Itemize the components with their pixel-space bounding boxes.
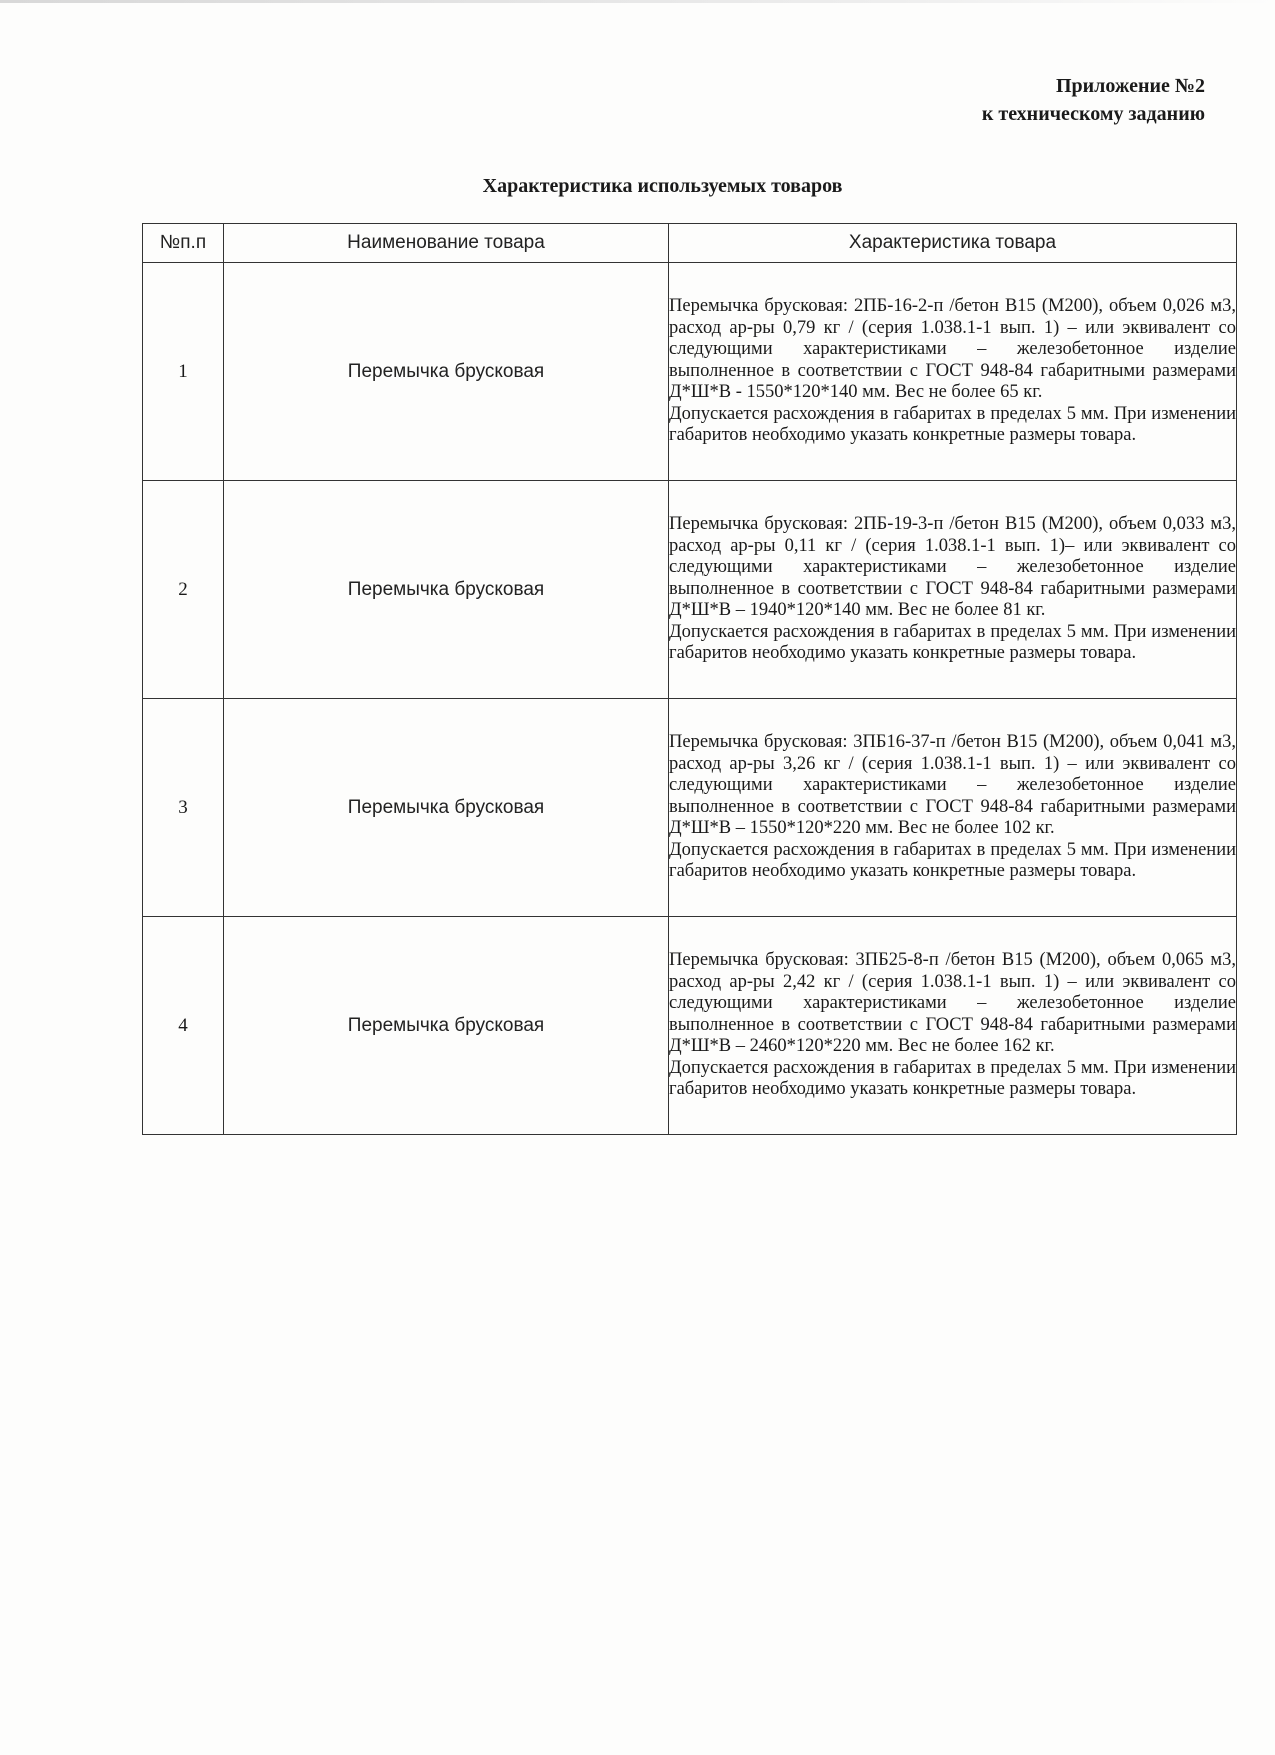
appendix-header <box>982 72 1205 128</box>
table-row <box>143 699 1237 917</box>
product-spec <box>669 917 1237 1135</box>
spec-text: Перемычка брусковая: 2ПБ-19-3-п /бетон В15 (М200), объем 0,033 м3, расход ар-ры 0,11 кг / (серия 1.038.1-1 вып. 1)– или эквивалент со следующими характеристиками – железобетонное изделие выполненное в соответствии с ГОСТ 948-84 габаритными размерами Д*Ш*В – 1940*120*140 мм. Вес не более 81 кг. <box>669 513 1236 621</box>
table-row <box>143 917 1237 1135</box>
column-header-number: №п.п <box>143 224 224 263</box>
spec-text: Перемычка брусковая: 2ПБ-16-2-п /бетон В15 (М200), объем 0,026 м3, расход ар-ры 0,79 кг / (серия 1.038.1-1 вып. 1) – или эквивалент со следующими характеристиками – железобетонное изделие выполненное в соответствии с ГОСТ 948-84 габаритными размерами Д*Ш*В - 1550*120*140 мм. Вес не более 65 кг. <box>669 295 1236 403</box>
appendix-label: Приложение №2 <box>1055 75 1205 97</box>
row-number: 3 <box>143 699 224 917</box>
product-spec <box>669 699 1237 917</box>
spec-text: Перемычка брусковая: 3ПБ25-8-п /бетон В15 (М200), объем 0,065 м3, расход ар-ры 2,42 кг / (серия 1.038.1-1 вып. 1) – или эквивалент со следующими характеристиками – железобетонное изделие выполненное в соответствии с ГОСТ 948-84 габаритными размерами Д*Ш*В – 2460*120*220 мм. Вес не более 162 кг. <box>669 949 1236 1057</box>
product-name: Перемычка брусковая <box>224 263 669 481</box>
product-name: Перемычка брусковая <box>224 699 669 917</box>
tolerance-note: Допускается расхождения в габаритах в пределах 5 мм. При изменении габаритов необходимо указать конкретные размеры товара. <box>669 403 1236 446</box>
product-name: Перемычка брусковая <box>224 481 669 699</box>
row-number: 1 <box>143 263 224 481</box>
table-header-row <box>143 224 1237 263</box>
product-spec <box>669 263 1237 481</box>
product-spec <box>669 481 1237 699</box>
table-row <box>143 481 1237 699</box>
column-header-name: Наименование товара <box>224 224 669 263</box>
tolerance-note: Допускается расхождения в габаритах в пределах 5 мм. При изменении габаритов необходимо указать конкретные размеры товара. <box>669 621 1236 664</box>
table-row <box>143 263 1237 481</box>
row-number: 2 <box>143 481 224 699</box>
scan-top-edge <box>0 0 1275 3</box>
document-title: Характеристика используемых товаров <box>482 175 843 197</box>
column-header-spec: Характеристика товара <box>669 224 1237 263</box>
tolerance-note: Допускается расхождения в габаритах в пределах 5 мм. При изменении габаритов необходимо указать конкретные размеры товара. <box>669 839 1236 882</box>
goods-spec-table <box>142 223 1237 1135</box>
appendix-subtitle: к техническому заданию <box>981 103 1205 125</box>
spec-text: Перемычка брусковая: 3ПБ16-37-п /бетон В15 (М200), объем 0,041 м3, расход ар-ры 3,26 кг / (серия 1.038.1-1 вып. 1) – или эквивалент со следующими характеристиками – железобетонное изделие выполненное в соответствии с ГОСТ 948-84 габаритными размерами Д*Ш*В – 1550*120*220 мм. Вес не более 102 кг. <box>669 731 1236 839</box>
tolerance-note: Допускается расхождения в габаритах в пределах 5 мм. При изменении габаритов необходимо указать конкретные размеры товара. <box>669 1057 1236 1100</box>
row-number: 4 <box>143 917 224 1135</box>
product-name: Перемычка брусковая <box>224 917 669 1135</box>
